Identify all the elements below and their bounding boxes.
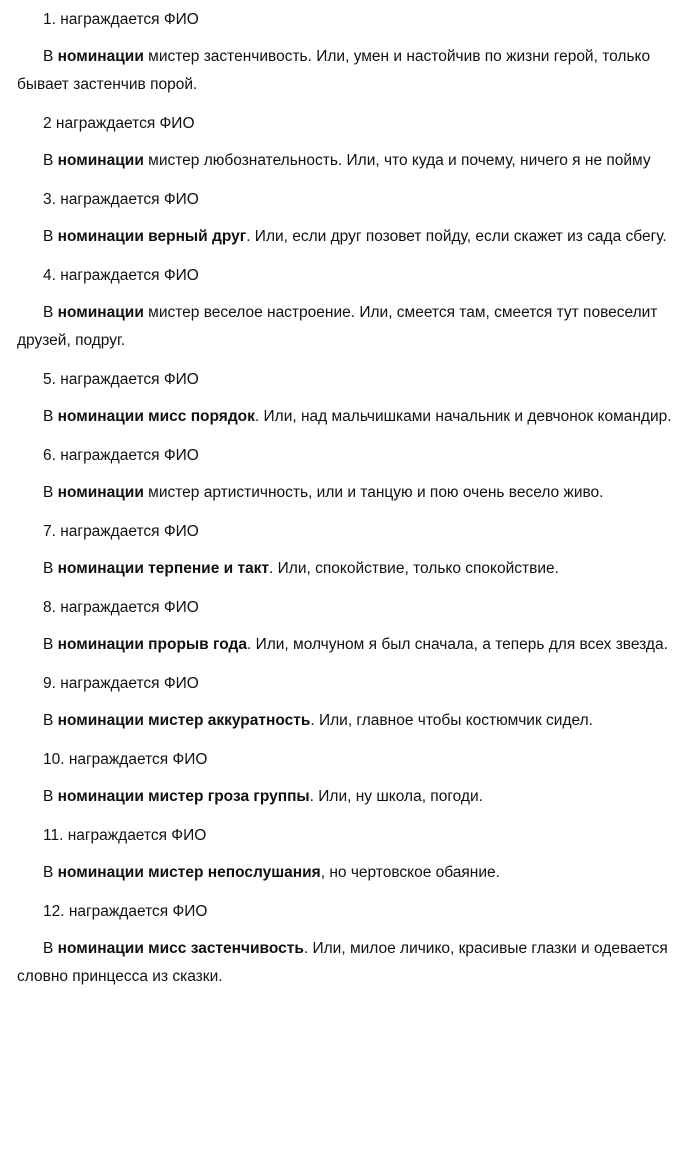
nomination-paragraph (17, 859, 686, 887)
nomination-title: номинации мистер гроза группы (57, 788, 310, 805)
nomination-prefix: В (43, 228, 58, 245)
nomination-description: . Или, если друг позовет пойду, если скажет из сада сбегу. (246, 228, 667, 245)
award-line: 7. награждается ФИО (43, 523, 199, 540)
nomination-paragraph (17, 707, 686, 735)
nomination-paragraph (17, 783, 686, 811)
nomination-prefix: В (43, 408, 58, 425)
nomination-paragraph (17, 935, 686, 991)
award-line: 1. награждается ФИО (43, 11, 199, 28)
nomination-title: номинации (57, 304, 144, 321)
nomination-title: номинации мистер непослушания (57, 864, 321, 881)
nomination-paragraph (17, 147, 686, 175)
nomination-prefix: В (43, 48, 58, 65)
award-line: 8. награждается ФИО (43, 599, 199, 616)
award-line: 12. награждается ФИО (43, 903, 208, 920)
award-entry (17, 113, 686, 189)
award-entry (17, 9, 686, 113)
nomination-paragraph (17, 555, 686, 583)
nomination-prefix: В (43, 560, 58, 577)
award-entry (17, 749, 686, 825)
nomination-description: . Или, главное чтобы костюмчик сидел. (310, 712, 593, 729)
award-entry (17, 369, 686, 445)
nomination-prefix: В (43, 484, 58, 501)
nomination-paragraph (17, 631, 686, 659)
nomination-prefix: В (43, 712, 58, 729)
nomination-description: . Или, ну школа, погоди. (309, 788, 483, 805)
nomination-description: мистер веселое настроение. Или, смеется там, смеется тут повеселит друзей, подруг. (17, 304, 658, 349)
award-entry (17, 521, 686, 597)
nomination-description: мистер любознательность. Или, что куда и почему, ничего я не пойму (143, 152, 651, 169)
nomination-prefix: В (43, 636, 58, 653)
nomination-prefix: В (43, 152, 58, 169)
nomination-prefix: В (43, 864, 58, 881)
nomination-paragraph (17, 479, 686, 507)
award-line: 5. награждается ФИО (43, 371, 199, 388)
nomination-title: номинации терпение и такт (57, 560, 270, 577)
award-line: 10. награждается ФИО (43, 751, 208, 768)
award-line: 3. награждается ФИО (43, 191, 199, 208)
award-entry (17, 445, 686, 521)
award-line: 4. награждается ФИО (43, 267, 199, 284)
nomination-paragraph (17, 299, 686, 355)
award-line: 9. награждается ФИО (43, 675, 199, 692)
nomination-title: номинации мисс порядок (57, 408, 255, 425)
nomination-prefix: В (43, 304, 58, 321)
nomination-paragraph (17, 43, 686, 99)
nomination-title: номинации верный друг (57, 228, 247, 245)
nomination-description: . Или, спокойствие, только спокойствие. (269, 560, 559, 577)
award-entry (17, 189, 686, 265)
nomination-prefix: В (43, 940, 58, 957)
award-entry (17, 673, 686, 749)
nomination-title: номинации (57, 484, 144, 501)
nomination-prefix: В (43, 788, 58, 805)
award-entry (17, 597, 686, 673)
nomination-description: . Или, молчуном я был сначала, а теперь для всех звезда. (246, 636, 668, 653)
nomination-description: . Или, над мальчишками начальник и девчонок командир. (254, 408, 672, 425)
nomination-paragraph (17, 223, 686, 251)
award-entry (17, 265, 686, 369)
nomination-paragraph (17, 403, 686, 431)
award-line: 11. награждается ФИО (43, 827, 207, 844)
nomination-title: номинации прорыв года (57, 636, 247, 653)
nomination-description: мистер артистичность, или и танцую и пою очень весело живо. (143, 484, 604, 501)
award-entry (17, 901, 686, 991)
nomination-description: . Или, милое личико, красивые глазки и одевается словно принцесса из сказки. (17, 940, 668, 985)
nomination-title: номинации мистер аккуратность (57, 712, 311, 729)
nomination-title: номинации мисс застенчивость (57, 940, 304, 957)
nomination-title: номинации (57, 152, 144, 169)
award-line: 2 награждается ФИО (43, 115, 195, 132)
award-line: 6. награждается ФИО (43, 447, 199, 464)
nomination-title: номинации (57, 48, 144, 65)
award-entry (17, 825, 686, 901)
nomination-description: , но чертовское обаяние. (320, 864, 500, 881)
nomination-description: мистер застенчивость. Или, умен и настойчив по жизни герой, только бывает застенчив порой. (17, 48, 651, 93)
